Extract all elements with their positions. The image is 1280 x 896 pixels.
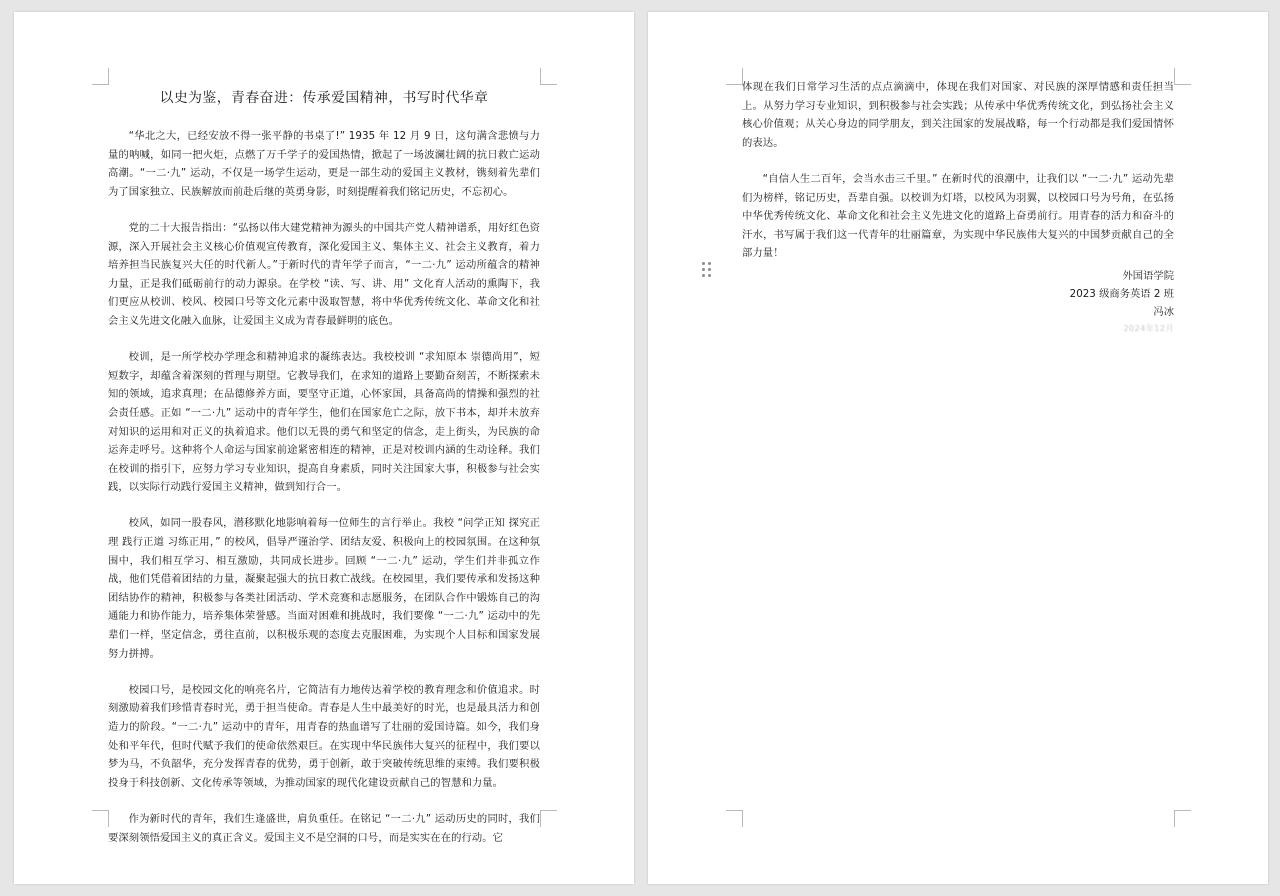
- margin-mark-top-left: [92, 68, 109, 85]
- signature-name: 冯冰: [1153, 305, 1174, 318]
- margin-mark-bottom-right: [540, 810, 557, 827]
- signature-date: 2024年12月: [1123, 323, 1174, 333]
- margin-mark-top-right: [540, 68, 557, 85]
- signature-school: 外国语学院: [1122, 269, 1174, 282]
- signature-class: 2023 级商务英语 2 班: [1069, 287, 1174, 300]
- document-page-1: [14, 12, 634, 884]
- drag-handle-icon[interactable]: [701, 260, 713, 280]
- paragraph-closing: “自信人生二百年，会当水击三千里。” 在新时代的浪潮中，让我们以 “一二·九” 运动先辈们为榜样，铭记历史，吾辈自强。以校训为灯塔，以校风为羽翼，以校园口号为号角，在弘扬中华优秀传统文化、革命文化和社会主义先进文化的道路上奋勇前行。用青春的活力和奋斗的汗水，书写属于我们这一代青年的壮丽篇章，为实现中华民族伟大复兴的中国梦贡献自己的全部力量！: [742, 172, 1174, 260]
- paragraph-report: 党的二十大报告指出：“弘扬以伟大建党精神为源头的中国共产党人精神谱系，用好红色资源，深入开展社会主义核心价值观宣传教育，深化爱国主义、集体主义、社会主义教育，着力培养担当民族复兴大任的时代新人。”于新时代的青年学子而言，“一二·九” 运动所蕴含的精神力量，正是我们砥砺前行的动力源泉。在学校 “读、写、讲、用” 文化育人活动的熏陶下，我们更应从校训、校风、校园口号等文化元素中汲取智慧，将中华优秀传统文化、革命文化和社会主义先进文化融入血脉，让爱国主义成为青春最鲜明的底色。: [108, 221, 540, 327]
- document-page-2: [648, 12, 1268, 884]
- page-2-body[interactable]: [742, 78, 1174, 337]
- paragraph-continuation: 体现在我们日常学习生活的点点滴滴中，体现在我们对国家、对民族的深厚情感和责任担当上。从努力学习专业知识，到积极参与社会实践；从传承中华优秀传统文化，到弘扬社会主义核心价值观；从关心身边的同学朋友，到关注国家的发展战略，每一个行动都是我们爱国情怀的表达。: [742, 81, 1174, 149]
- paragraph-campus-slogan: 校园口号，是校园文化的响亮名片，它简洁有力地传达着学校的教育理念和价值追求。时刻激励着我们珍惜青春时光，勇于担当使命。青春是人生中最美好的时光，也是最具活力和创造力的阶段。“一二·九” 运动中的青年，用青春的热血谱写了壮丽的爱国诗篇。如今，我们身处和平年代，但时代赋予我们的使命依然艰巨。在实现中华民族伟大复兴的征程中，我们要以梦为马，不负韶华，充分发挥青春的优势，勇于创新，敢于突破传统思维的束缚。我们要积极投身于科技创新、文化传承等领域，为推动国家的现代化建设贡献自己的智慧和力量。: [108, 683, 540, 789]
- document-title: 以史为鉴，青春奋进：传承爱国精神，书写时代华章: [159, 90, 489, 106]
- margin-mark-bottom-left: [726, 810, 743, 827]
- margin-mark-top-left: [726, 68, 743, 85]
- margin-mark-top-right: [1174, 68, 1191, 85]
- paragraph-school-spirit: 校风，如同一股春风，潜移默化地影响着每一位师生的言行举止。我校 “问学正知 探究正理 践行正道 习练正用，” 的校风，倡导严谨治学、团结友爱、积极向上的校园氛围。在这种氛围中，我们相互学习、相互激励，共同成长进步。回顾 “一二·九” 运动，学生们并非孤立作战，他们凭借着团结的力量，凝聚起强大的抗日救亡战线。在校园里，我们要传承和发扬这种团结协作的精神，积极参与各类社团活动、学术竞赛和志愿服务，在团队合作中锻炼自己的沟通能力和协作能力，培养集体荣誉感。当面对困难和挑战时，我们要像 “一二·九” 运动中的先辈们一样，坚定信念，勇往直前，以积极乐观的态度去克服困难，为实现个人目标和国家发展努力拼搏。: [108, 517, 540, 660]
- paragraph-school-motto: 校训，是一所学校办学理念和精神追求的凝练表达。我校校训 “求知原本 崇德尚用”，短短数字，却蕴含着深刻的哲理与期望。它教导我们，在求知的道路上要勤奋刻苦，不断探索未知的领域，追求真理；在品德修养方面，要坚守正道，心怀家国，具备高尚的情操和强烈的社会责任感。正如 “一二·九” 运动中的青年学生，他们在国家危亡之际，放下书本，却并未放弃对知识的运用和对正义的执着追求。他们以无畏的勇气和坚定的信念，走上街头，为民族的命运奔走呼号。这种将个人命运与国家前途紧密相连的精神，正是对校训内涵的生动诠释。我们在校训的指引下，应努力学习专业知识，提高自身素质，同时关注国家大事，积极参与社会实践，以实际行动践行爱国主义精神，做到知行合一。: [108, 351, 540, 494]
- page-1-body[interactable]: [108, 87, 540, 865]
- paragraph-new-era: 作为新时代的青年，我们生逢盛世，肩负重任。在铭记 “一二·九” 运动历史的同时，我们要深刻领悟爱国主义的真正含义。爱国主义不是空洞的口号，而是实实在在的行动。它: [108, 812, 540, 844]
- margin-mark-bottom-right: [1174, 810, 1191, 827]
- paragraph-intro: “华北之大，已经安放不得一张平静的书桌了!” 1935 年 12 月 9 日，这句满含悲愤与力量的呐喊，如同一把火炬，点燃了万千学子的爱国热情，掀起了一场波澜壮阔的抗日救亡运动高潮。“一二·九” 运动，不仅是一场学生运动，更是一部生动的爱国主义教材，镌刻着先辈们为了国家独立、民族解放而前赴后继的英勇身影，时刻提醒着我们铭记历史，不忘初心。: [108, 130, 540, 198]
- margin-mark-bottom-left: [92, 810, 109, 827]
